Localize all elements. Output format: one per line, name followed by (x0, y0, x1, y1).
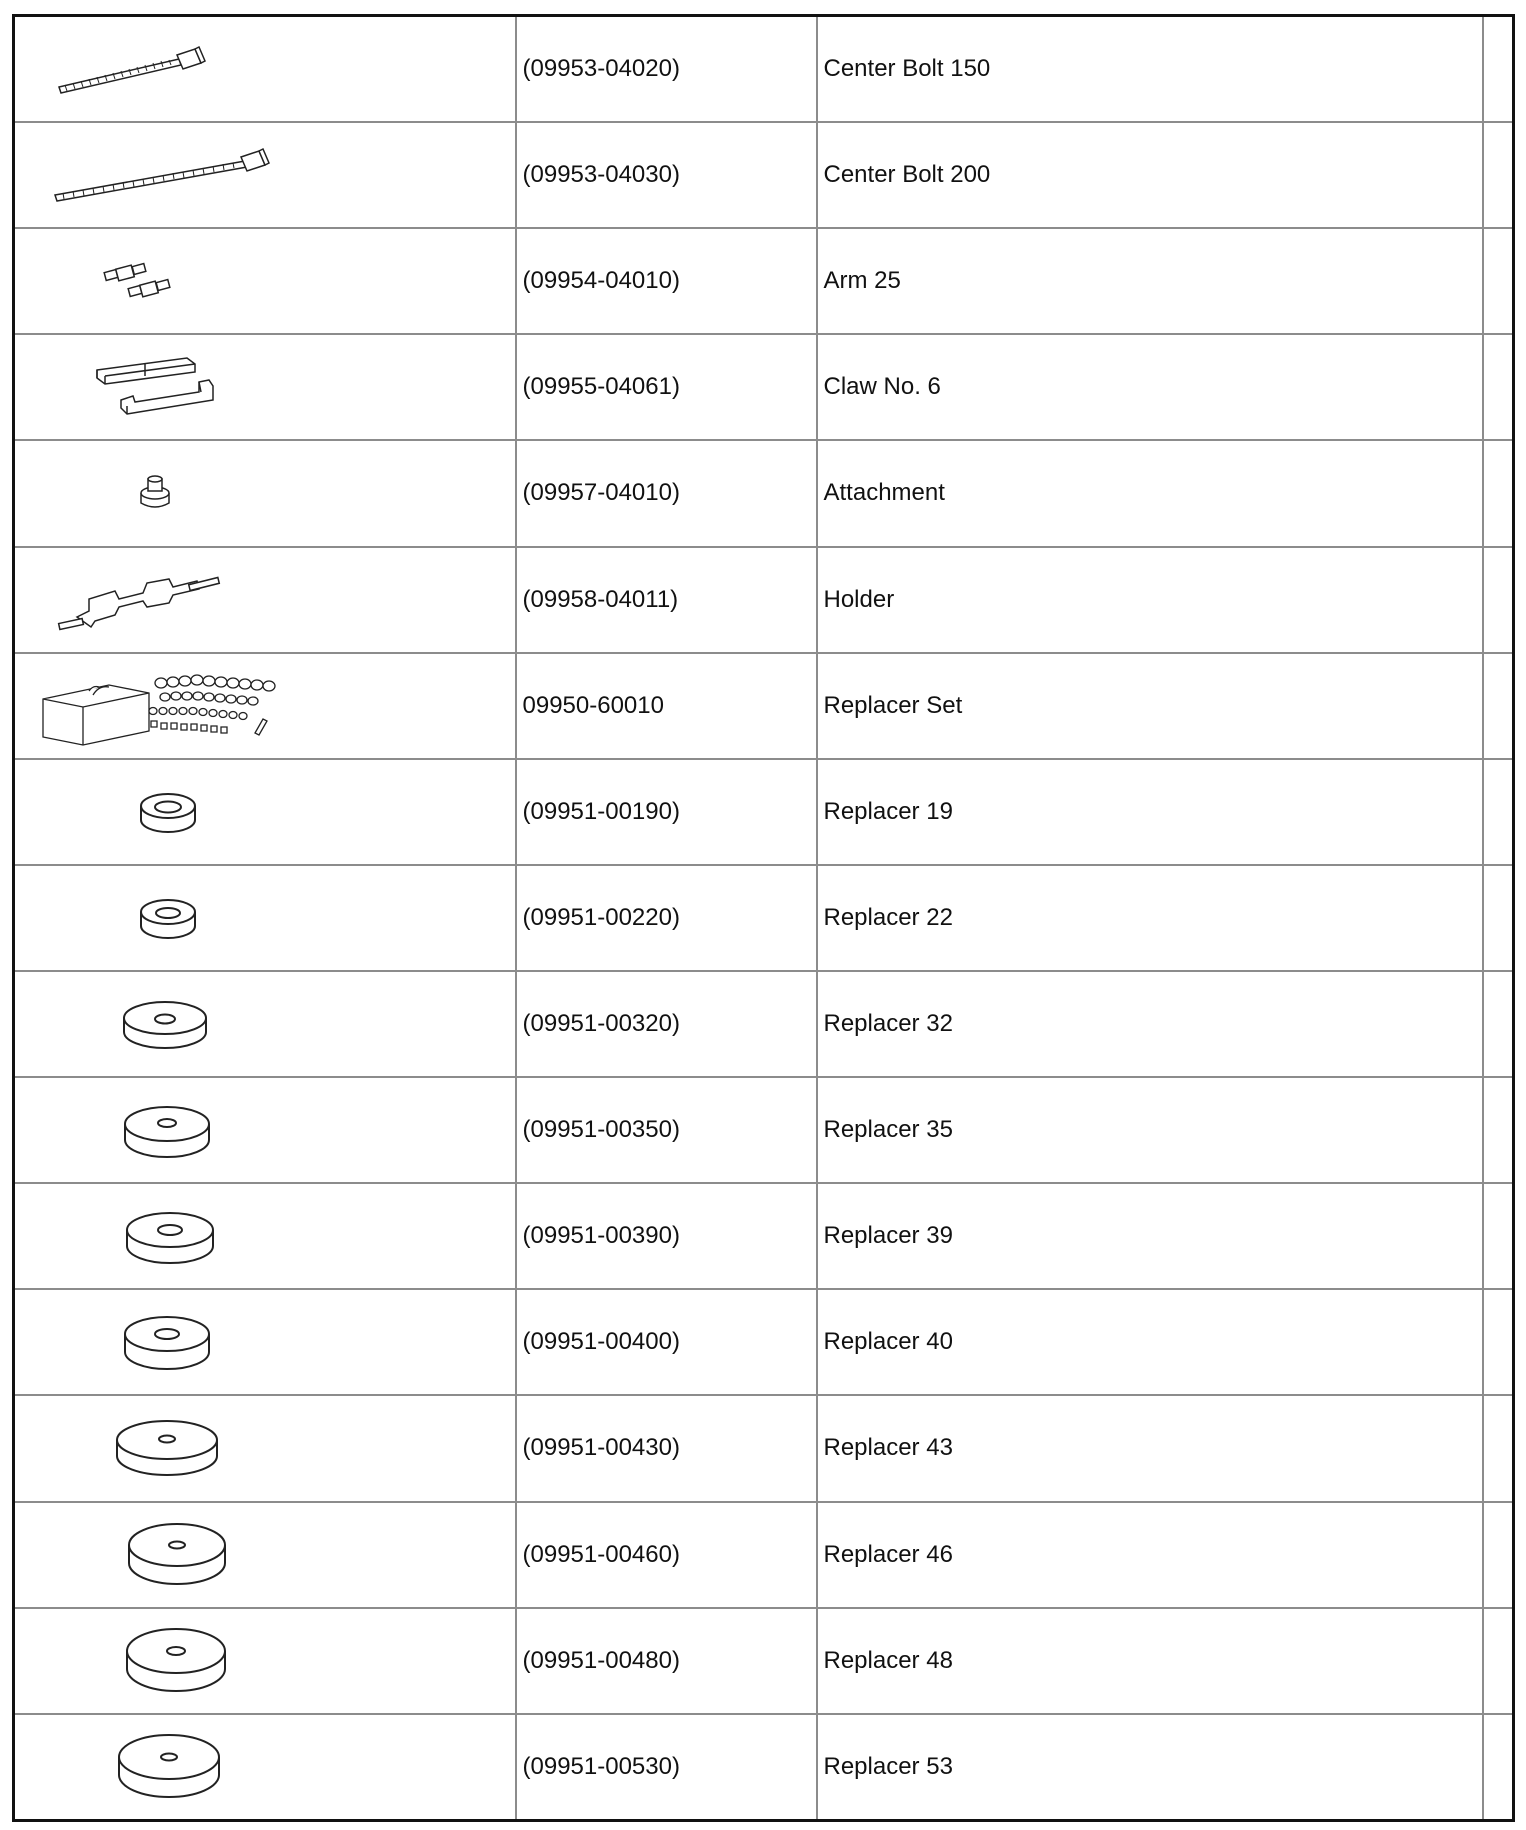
tool-name: Holder (817, 547, 1483, 653)
tool-name: Replacer 39 (817, 1183, 1483, 1289)
tool-name: Replacer 43 (817, 1395, 1483, 1501)
replacer-48-icon (49, 1621, 249, 1701)
table-row (14, 1395, 1514, 1501)
tool-name: Replacer 48 (817, 1608, 1483, 1714)
table-row (14, 1714, 1514, 1821)
arm-icon (49, 241, 249, 321)
blank-cell (1483, 971, 1514, 1077)
tool-name: Claw No. 6 (817, 334, 1483, 440)
tool-name: Arm 25 (817, 228, 1483, 334)
tool-name: Replacer 53 (817, 1714, 1483, 1821)
table-row (14, 1289, 1514, 1395)
part-number: (09953-04030) (516, 122, 817, 228)
table-row (14, 16, 1514, 123)
blank-cell (1483, 1077, 1514, 1183)
illustration-cell (14, 759, 516, 865)
attachment-icon (49, 453, 249, 533)
part-number: (09951-00530) (516, 1714, 817, 1821)
illustration-cell (14, 653, 516, 759)
table-row (14, 440, 1514, 546)
blank-cell (1483, 440, 1514, 546)
tool-name: Replacer 19 (817, 759, 1483, 865)
part-number: (09951-00400) (516, 1289, 817, 1395)
tool-name: Replacer Set (817, 653, 1483, 759)
blank-cell (1483, 865, 1514, 971)
replacer-22-icon (49, 878, 249, 958)
part-number: (09951-00190) (516, 759, 817, 865)
part-number: (09953-04020) (516, 16, 817, 123)
part-number: (09951-00460) (516, 1502, 817, 1608)
center-bolt-200-icon (49, 135, 279, 215)
illustration-cell (14, 1502, 516, 1608)
illustration-cell (14, 122, 516, 228)
table-row (14, 1183, 1514, 1289)
illustration-cell (14, 228, 516, 334)
special-service-tools-table (12, 14, 1515, 1822)
holder-icon (49, 555, 249, 645)
blank-cell (1483, 547, 1514, 653)
blank-cell (1483, 1608, 1514, 1714)
blank-cell (1483, 653, 1514, 759)
blank-cell (1483, 228, 1514, 334)
replacer-43-icon (49, 1408, 249, 1488)
blank-cell (1483, 1395, 1514, 1501)
replacer-35-icon (49, 1090, 249, 1170)
table-row (14, 122, 1514, 228)
replacer-53-icon (49, 1727, 249, 1807)
replacer-40-icon (49, 1302, 249, 1382)
table-row (14, 759, 1514, 865)
illustration-cell (14, 16, 516, 123)
sst-table-page (12, 14, 1512, 1822)
blank-cell (1483, 334, 1514, 440)
illustration-cell (14, 1714, 516, 1821)
illustration-cell (14, 1608, 516, 1714)
table-row (14, 547, 1514, 653)
tool-name: Replacer 35 (817, 1077, 1483, 1183)
blank-cell (1483, 759, 1514, 865)
part-number: 09950-60010 (516, 653, 817, 759)
part-number: (09951-00390) (516, 1183, 817, 1289)
table-row (14, 334, 1514, 440)
table-row (14, 1608, 1514, 1714)
part-number: (09951-00430) (516, 1395, 817, 1501)
tool-name: Center Bolt 150 (817, 16, 1483, 123)
tool-name: Attachment (817, 440, 1483, 546)
blank-cell (1483, 1502, 1514, 1608)
illustration-cell (14, 971, 516, 1077)
illustration-cell (14, 440, 516, 546)
table-row (14, 653, 1514, 759)
table-row (14, 1077, 1514, 1183)
illustration-cell (14, 547, 516, 653)
part-number: (09951-00350) (516, 1077, 817, 1183)
part-number: (09951-00220) (516, 865, 817, 971)
part-number: (09957-04010) (516, 440, 817, 546)
center-bolt-150-icon (49, 29, 249, 109)
blank-cell (1483, 1183, 1514, 1289)
replacer-46-icon (49, 1515, 249, 1595)
tool-name: Center Bolt 200 (817, 122, 1483, 228)
tool-name: Replacer 32 (817, 971, 1483, 1077)
illustration-cell (14, 334, 516, 440)
illustration-cell (14, 865, 516, 971)
part-number: (09958-04011) (516, 547, 817, 653)
table-row (14, 971, 1514, 1077)
tool-name: Replacer 40 (817, 1289, 1483, 1395)
blank-cell (1483, 16, 1514, 123)
replacer-32-icon (49, 984, 249, 1064)
blank-cell (1483, 1714, 1514, 1821)
table-row (14, 228, 1514, 334)
claw-icon (49, 342, 249, 432)
blank-cell (1483, 122, 1514, 228)
part-number: (09951-00320) (516, 971, 817, 1077)
table-row (14, 1502, 1514, 1608)
replacer-19-icon (49, 772, 249, 852)
replacer-set-icon (39, 661, 289, 751)
blank-cell (1483, 1289, 1514, 1395)
illustration-cell (14, 1183, 516, 1289)
part-number: (09955-04061) (516, 334, 817, 440)
replacer-39-icon (49, 1196, 249, 1276)
part-number: (09954-04010) (516, 228, 817, 334)
tool-name: Replacer 46 (817, 1502, 1483, 1608)
illustration-cell (14, 1395, 516, 1501)
illustration-cell (14, 1077, 516, 1183)
table-row (14, 865, 1514, 971)
tool-name: Replacer 22 (817, 865, 1483, 971)
part-number: (09951-00480) (516, 1608, 817, 1714)
illustration-cell (14, 1289, 516, 1395)
